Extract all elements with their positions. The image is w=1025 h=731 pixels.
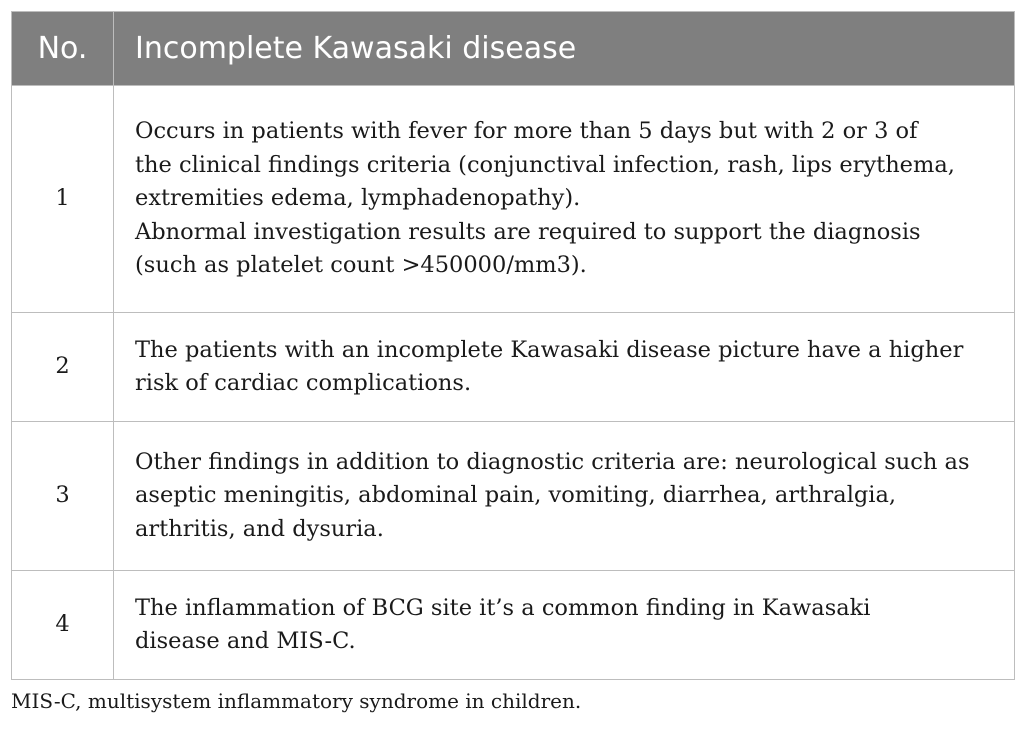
description-line: extremities edema, lymphadenopathy). xyxy=(135,185,581,212)
row-number: 1 xyxy=(12,86,114,313)
table-row xyxy=(12,86,1015,313)
table-row xyxy=(12,571,1015,680)
table-footnote: MIS-C, multisystem inflammatory syndrome in children. xyxy=(11,689,582,713)
description-line: arthritis, and dysuria. xyxy=(135,515,384,542)
kawasaki-table-container xyxy=(11,11,1014,680)
row-number: 3 xyxy=(12,422,114,571)
table-header xyxy=(12,12,1015,86)
row-description xyxy=(114,86,1015,313)
row-description xyxy=(114,313,1015,422)
description-line: the clinical findings criteria (conjunctival infection, rash, lips erythema, xyxy=(135,151,955,178)
description-line: The inflammation of BCG site it’s a common finding in Kawasaki xyxy=(135,594,871,621)
table-row xyxy=(12,422,1015,571)
description-line: disease and MIS-C. xyxy=(135,628,356,654)
description-line: risk of cardiac complications. xyxy=(135,370,472,396)
description-line: Abnormal investigation results are required to support the diagnosis xyxy=(135,218,921,245)
row-number: 2 xyxy=(12,313,114,422)
table-row xyxy=(12,313,1015,422)
description-line: Other findings in addition to diagnostic criteria are: neurological such as xyxy=(135,448,970,475)
description-line: aseptic meningitis, abdominal pain, vomiting, diarrhea, arthralgia, xyxy=(135,482,897,509)
row-description xyxy=(114,571,1015,680)
kawasaki-table xyxy=(11,11,1015,680)
description-line: The patients with an incomplete Kawasaki disease picture have a higher xyxy=(135,336,964,363)
description-line: Occurs in patients with fever for more than 5 days but with 2 or 3 of xyxy=(135,118,918,145)
description-line: (such as platelet count >450000/mm3). xyxy=(135,252,587,279)
row-description xyxy=(114,422,1015,571)
table-body xyxy=(12,86,1015,680)
header-row xyxy=(12,12,1015,86)
header-description: Incomplete Kawasaki disease xyxy=(114,12,1015,86)
header-no: No. xyxy=(12,12,114,86)
row-number: 4 xyxy=(12,571,114,680)
